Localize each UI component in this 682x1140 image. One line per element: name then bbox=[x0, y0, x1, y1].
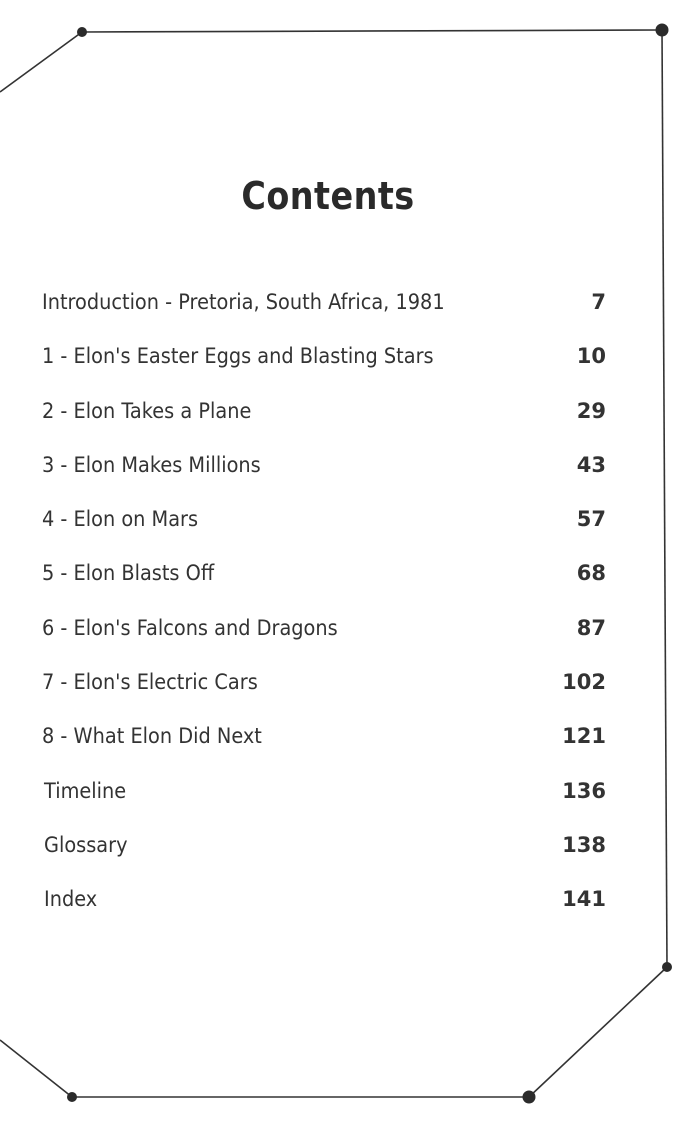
toc-entry-title: 5 - Elon Blasts Off bbox=[42, 561, 215, 586]
toc-entry-index[interactable] bbox=[42, 881, 606, 935]
page-title: Contents bbox=[241, 174, 415, 218]
toc-entry-title: 3 - Elon Makes Millions bbox=[42, 452, 261, 477]
toc-entry-chapter-5[interactable] bbox=[42, 555, 606, 609]
toc-entry-page: 7 bbox=[591, 290, 606, 314]
border-node bbox=[77, 27, 87, 37]
toc-entry-page: 43 bbox=[576, 452, 606, 477]
toc-entry-chapter-2[interactable] bbox=[42, 393, 606, 447]
toc-entry-chapter-1[interactable] bbox=[42, 338, 606, 392]
toc-entry-title: Timeline bbox=[44, 778, 127, 803]
table-of-contents bbox=[42, 284, 606, 936]
toc-entry-title: 8 - What Elon Did Next bbox=[42, 724, 262, 749]
toc-entry-page: 29 bbox=[576, 398, 606, 423]
toc-entry-title: 2 - Elon Takes a Plane bbox=[42, 398, 252, 423]
toc-entry-page: 141 bbox=[562, 887, 606, 912]
border-node bbox=[67, 1092, 77, 1102]
toc-entry-page: 10 bbox=[576, 344, 606, 369]
toc-entry-title: Index bbox=[44, 887, 98, 912]
toc-entry-page: 102 bbox=[562, 670, 606, 695]
toc-entry-page: 136 bbox=[562, 778, 606, 803]
toc-entry-title: 1 - Elon's Easter Eggs and Blasting Stars bbox=[42, 344, 434, 369]
toc-entry-title: Introduction - Pretoria, South Africa, 1981 bbox=[42, 290, 445, 314]
toc-entry-page: 138 bbox=[562, 832, 606, 857]
toc-entry-title: 4 - Elon on Mars bbox=[42, 507, 199, 532]
toc-entry-page: 57 bbox=[576, 507, 606, 532]
border-node bbox=[656, 24, 669, 37]
toc-entry-glossary[interactable] bbox=[42, 827, 606, 881]
toc-entry-timeline[interactable] bbox=[42, 773, 606, 827]
toc-entry-chapter-3[interactable] bbox=[42, 447, 606, 501]
toc-entry-page: 121 bbox=[562, 724, 606, 749]
toc-entry-chapter-8[interactable] bbox=[42, 718, 606, 772]
toc-entry-title: Glossary bbox=[44, 832, 128, 857]
toc-entry-chapter-4[interactable] bbox=[42, 501, 606, 555]
toc-entry-introduction[interactable] bbox=[42, 284, 606, 338]
border-node bbox=[523, 1091, 536, 1104]
toc-entry-page: 68 bbox=[576, 561, 606, 586]
toc-entry-chapter-7[interactable] bbox=[42, 664, 606, 718]
border-node bbox=[662, 962, 672, 972]
toc-entry-title: 7 - Elon's Electric Cars bbox=[42, 670, 258, 695]
toc-entry-title: 6 - Elon's Falcons and Dragons bbox=[42, 615, 338, 640]
toc-entry-chapter-6[interactable] bbox=[42, 610, 606, 664]
toc-entry-page: 87 bbox=[576, 615, 606, 640]
